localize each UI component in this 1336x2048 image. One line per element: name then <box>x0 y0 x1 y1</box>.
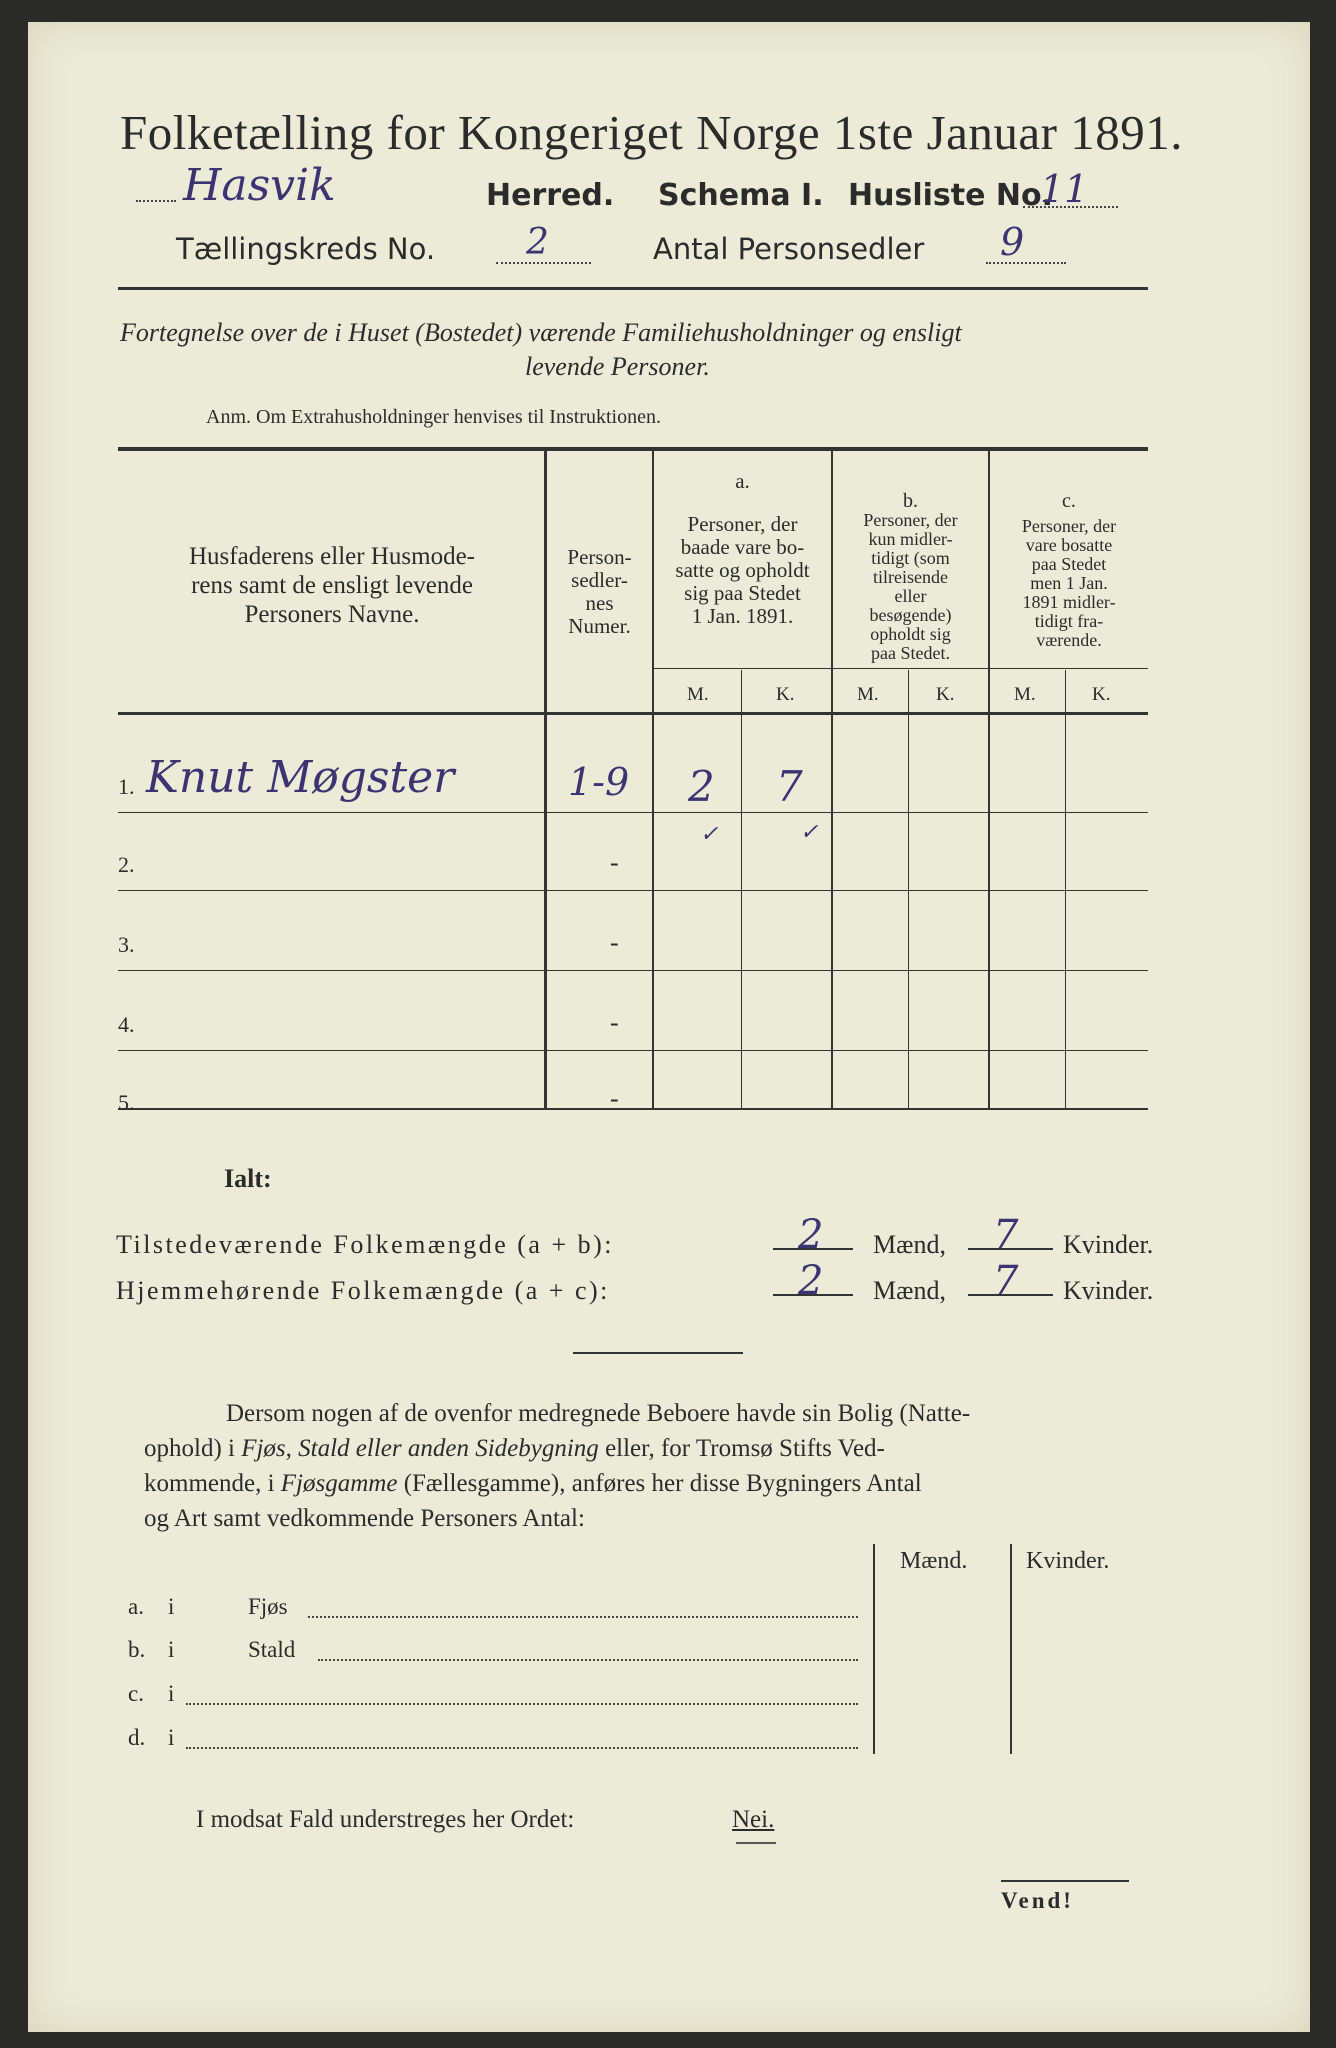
building-i: i <box>168 1637 175 1662</box>
buildings-divider-1 <box>873 1544 875 1754</box>
col-c-line: værende. <box>1036 630 1102 650</box>
hjemme-m-value: 2 <box>798 1258 824 1304</box>
col-c-k: K. <box>1092 684 1111 705</box>
schema-label: Schema I. <box>658 178 824 213</box>
personsedler-value: 9 <box>1000 220 1025 264</box>
vend-label: Vend! <box>1001 1888 1074 1913</box>
col-b-line: eller <box>894 586 927 606</box>
col-a-line: Personer, der <box>687 512 798 536</box>
buildings-maend-head: Mænd. <box>900 1548 968 1574</box>
col-header-b <box>833 492 988 663</box>
tilstede-k-value: 7 <box>993 1212 1019 1258</box>
row-rule-1 <box>118 812 1148 813</box>
paragraph-text: kommende, i <box>144 1470 281 1497</box>
census-form <box>28 22 1310 2032</box>
personsedler-label: Antal Personsedler <box>653 232 925 266</box>
building-dots <box>308 1616 858 1618</box>
row-number: 2. <box>118 852 135 877</box>
row-numer: - <box>610 1008 619 1037</box>
col-names-line: Personers Navne. <box>244 601 420 628</box>
buildings-divider-2 <box>1010 1544 1012 1754</box>
personsedler-dots <box>986 262 1066 264</box>
col-names-line <box>124 571 540 600</box>
col-c-line: 1891 midler- <box>1022 592 1116 612</box>
check-mark-icon: ✓ <box>800 820 819 845</box>
col-names-line-text: rens samt de ensligt levende <box>191 572 473 599</box>
husliste-label: Husliste No. <box>848 178 1053 213</box>
tilstede-maend: Mænd, <box>873 1230 946 1259</box>
col-names-line: Husfaderens eller Husmode- <box>188 543 475 570</box>
header-rule <box>118 287 1148 290</box>
modsat-text: I modsat Fald understreges her Ordet: <box>196 1806 575 1833</box>
row-numer: - <box>610 1084 619 1113</box>
paragraph-line-2 <box>144 1435 885 1463</box>
check-mark-icon: ✓ <box>700 822 719 847</box>
col-c-mk-divider <box>1065 670 1066 1108</box>
col-b-letter: b. <box>903 490 918 512</box>
col-b-line: paa Stedet. <box>871 643 950 663</box>
mk-rule <box>654 668 1148 669</box>
col-c-letter: c. <box>1062 490 1076 512</box>
row-rule-3 <box>118 970 1148 971</box>
table-bottom-rule <box>118 1108 1148 1110</box>
row-numer: 1-9 <box>568 760 630 804</box>
col-a-line: satte og opholdt <box>675 558 810 582</box>
tilstede-kvinder: Kvinder. <box>1063 1230 1154 1259</box>
tilstede-label: Tilstedeværende Folkemængde (a + b): <box>116 1230 614 1259</box>
building-label: Fjøs <box>248 1594 288 1619</box>
col-a-line: sig paa Stedet <box>684 581 801 605</box>
col-c-line: men 1 Jan. <box>1030 573 1108 593</box>
col-c-line: paa Stedet <box>1031 554 1107 574</box>
col-a-letter: a. <box>735 469 750 493</box>
building-letter: b. <box>128 1637 146 1662</box>
hjemme-kvinder: Kvinder. <box>1063 1276 1154 1305</box>
paragraph-text: (Fællesgamme), anføres her disse Bygningers Antal <box>397 1470 922 1497</box>
ialt-label: Ialt: <box>224 1164 272 1193</box>
col-header-names <box>124 542 540 629</box>
form-title: Folketælling for Kongeriget Norge 1ste Januar 1891. <box>120 105 1183 160</box>
col-header-a <box>654 470 831 628</box>
paragraph-text: ophold) i <box>144 1435 242 1462</box>
building-dots <box>186 1747 858 1749</box>
hjemme-label: Hjemmehørende Folkemængde (a + c): <box>116 1276 610 1305</box>
building-label: Stald <box>248 1637 296 1662</box>
section-divider <box>573 1352 743 1354</box>
table-top-rule <box>118 447 1148 451</box>
building-i: i <box>168 1681 175 1706</box>
col-numer-line: nes <box>585 591 614 615</box>
col-b-line: tidigt (som <box>871 548 950 568</box>
building-i: i <box>168 1725 175 1750</box>
col-b-k: K. <box>936 684 955 705</box>
row-numer: - <box>610 928 619 957</box>
col-a-mk-divider <box>741 670 742 1108</box>
row-number: 5. <box>118 1090 135 1115</box>
tilstede-m-value: 2 <box>798 1212 824 1258</box>
row-number: 3. <box>118 932 135 957</box>
paragraph-line-3 <box>144 1470 922 1498</box>
col-c-line: vare bosatte <box>1025 535 1113 555</box>
intro-line-1: Fortegnelse over de i Huset (Bostedet) værende Familiehusholdninger og ensligt <box>120 318 962 347</box>
kreds-label: Tællingskreds No. <box>176 232 436 266</box>
hjemme-k-value: 7 <box>993 1258 1019 1304</box>
row-number: 1. <box>118 774 135 799</box>
building-i: i <box>168 1594 175 1619</box>
herred-value: Hasvik <box>183 160 336 211</box>
nei-word: Nei. <box>732 1806 775 1833</box>
col-numer-line: Person- <box>567 545 632 569</box>
anm-note: Anm. Om Extrahusholdninger henvises til Instruktionen. <box>206 406 661 428</box>
building-letter: d. <box>128 1725 146 1750</box>
paragraph-emphasis: Fjøsgamme <box>280 1470 398 1497</box>
col-a-k: K. <box>776 684 795 705</box>
vend-rule <box>1001 1880 1129 1882</box>
col-b-line: tilreisende <box>873 567 948 587</box>
col-c-line: tidigt fra- <box>1034 611 1104 631</box>
col-header-numer <box>547 546 652 638</box>
hjemme-maend: Mænd, <box>873 1276 946 1305</box>
col-header-c <box>990 492 1148 650</box>
col-a-m: M. <box>687 684 709 705</box>
husliste-value: 11 <box>1040 167 1089 211</box>
paragraph-line-4: og Art samt vedkommende Personers Antal: <box>144 1505 585 1532</box>
table-head-rule <box>118 712 1148 715</box>
col-b-m: M. <box>857 684 879 705</box>
col-a-line: 1 Jan. 1891. <box>691 604 794 628</box>
building-letter: c. <box>128 1681 144 1706</box>
row-numer: - <box>610 848 619 877</box>
herred-label: Herred. <box>486 178 615 213</box>
col-numer-line: sedler- <box>571 568 628 592</box>
col-c-line: Personer, der <box>1021 516 1117 536</box>
col-b-line: besøgende) <box>869 605 952 625</box>
paragraph-text: eller, for Tromsø Stifts Ved- <box>598 1435 885 1462</box>
row-a-k: 7 <box>776 762 803 811</box>
row-rule-2 <box>118 890 1148 891</box>
herred-dots <box>136 200 176 202</box>
col-b-line: kun midler- <box>868 529 953 549</box>
buildings-kvinder-head: Kvinder. <box>1026 1548 1110 1574</box>
col-c-m: M. <box>1014 684 1036 705</box>
col-b-line: opholdt sig <box>870 624 951 644</box>
col-a-line: baade vare bo- <box>680 535 805 559</box>
row-number: 4. <box>118 1012 135 1037</box>
row-rule-4 <box>118 1050 1148 1051</box>
col-numer-line: Numer. <box>568 614 631 638</box>
kreds-value: 2 <box>526 222 549 263</box>
intro-line-2: levende Personer. <box>525 352 710 381</box>
col-b-mk-divider <box>908 670 909 1108</box>
row-a-m: 2 <box>688 762 715 811</box>
paragraph-emphasis: Fjøs, Stald eller anden Sidebygning <box>241 1435 599 1462</box>
building-dots <box>318 1659 858 1661</box>
col-b-line: Personer, der <box>863 510 958 530</box>
building-dots <box>186 1703 858 1705</box>
nei-underline-stroke <box>736 1842 776 1844</box>
row-name: Knut Møgster <box>146 752 455 803</box>
building-letter: a. <box>128 1594 144 1619</box>
paragraph-line-1: Dersom nogen af de ovenfor medregnede Beboere havde sin Bolig (Natte- <box>226 1400 971 1427</box>
